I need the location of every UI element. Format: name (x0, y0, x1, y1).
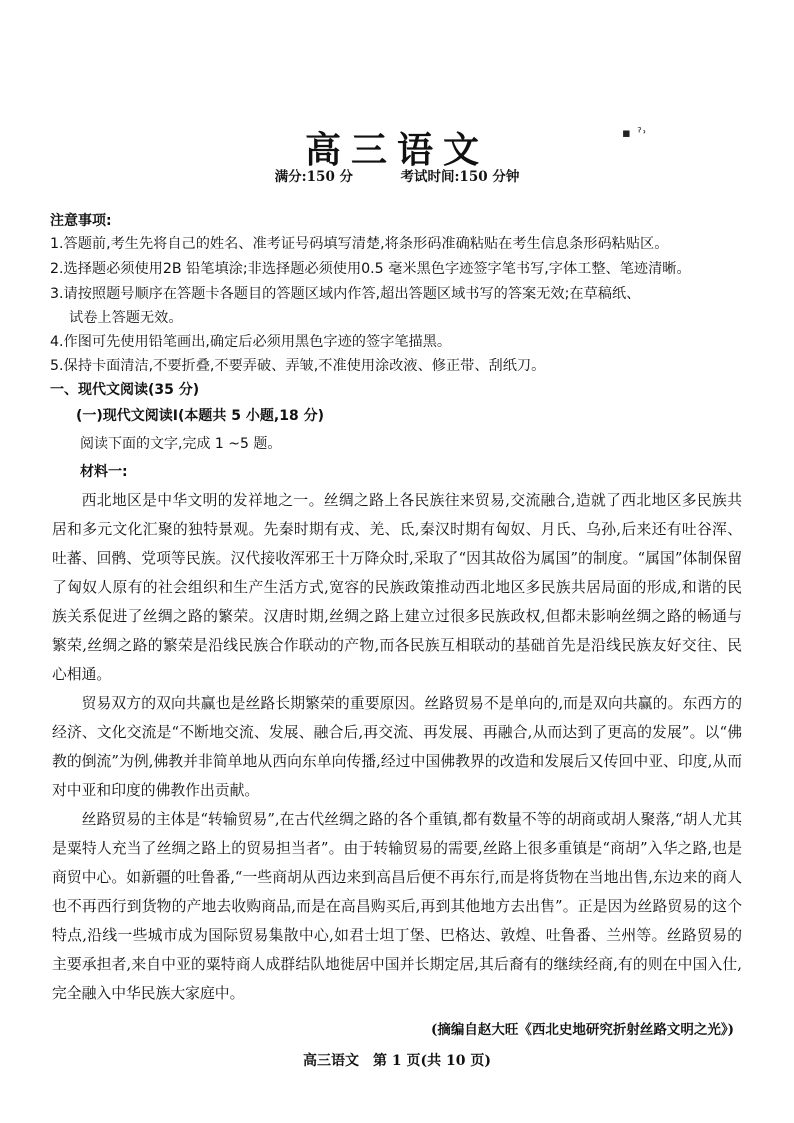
notice-item-continued: 试卷上答题无效。 (69, 310, 183, 326)
paragraph: 西北地区是中华文明的发祥地之一。丝绸之路上各民族往来贸易,交流融合,造就了西北地区多民族共居和多元文化汇聚的独特景观。先秦时期有戎、羌、氐,秦汉时期有匈奴、月氏、乌孙,后来还有吐谷浑、吐蕃、回鹘、党项等民族。汉代接收浑邪王十万降众时,采取了“因其故俗为属国”的制度。“属国”体制保留了匈奴人原有的社会组织和生产生活方式,宽容的民族政策推动西北地区多民族共居局面的形成,和谐的民族关系促进了丝绸之路的繁荣。汉唐时期,丝绸之路上建立过很多民族政权,但都未影响丝绸之路的畅通与繁荣,丝绸之路的繁荣是沿线民族合作联动的产物,而各民族互相联动的基础首先是沿线民族友好交往、民心相通。 (52, 492, 742, 683)
section-title: 一、现代文阅读(35 分) (50, 382, 200, 398)
scan-speck-mark: ▪ ˀ˒ (622, 126, 648, 141)
notice-item: 1.答题前,考生先将自己的姓名、准考证号码填写清楚,将条形码准确粘贴在考生信息条形码粘贴区。 (50, 236, 669, 252)
paragraph: 贸易双方的双向共赢也是丝路长期繁荣的重要原因。丝路贸易不是单向的,而是双向共赢的。东西方的经济、文化交流是“不断地交流、发展、融合后,再交流、再发展、再融合,从而达到了更高的发展”。以“佛教的倒流”为例,佛教并非简单地从西向东单向传播,经过中国佛教界的改造和发展后又传回中亚、印度,从而对中亚和印度的佛教作出贡献。 (52, 695, 742, 799)
page-footer: 高三语文 第 1 页(共 10 页) (303, 1053, 491, 1069)
exam-info (0, 165, 794, 185)
notice-heading: 注意事项: (50, 213, 112, 229)
page-title: 高三语文 (304, 129, 489, 171)
paragraph: 丝路贸易的主体是“转输贸易”,在古代丝绸之路的各个重镇,都有数量不等的胡商或胡人聚落,“胡人尤其是粟特人充当了丝绸之路上的贸易担当者”。由于转输贸易的需要,丝路上很多重镇是“商胡”入华之路,也是商贸中心。如新疆的吐鲁番,“一些商胡从西边来到高昌后便不再东行,而是将货物在当地出售,东边来的商人也不再西行到货物的产地去收购商品,而是在高昌购买后,再到其他地方去出售”。正是因为丝路贸易的这个特点,沿线一些城市成为国际贸易集散中心,如君士坦丁堡、巴格达、敦煌、吐鲁番、兰州等。丝路贸易的主要承担者,来自中亚的粟特商人成群结队地徙居中国并长期定居,其后裔有的继续经商,有的则在中国入仕,完全融入中华民族大家庭中。 (52, 811, 742, 1002)
full-score: 满分:150 分 (274, 169, 354, 185)
exam-time: 考试时间:150 分钟 (400, 169, 520, 185)
material-body (52, 486, 742, 1008)
notice-item: 5.保持卡面清洁,不要折叠,不要弄破、弄皱,不准使用涂改液、修正带、刮纸刀。 (50, 358, 546, 374)
source-citation: (摘编自赵大旺《西北史地研究折射丝路文明之光》) (430, 1022, 734, 1038)
subsection-title: (一)现代文阅读Ⅰ(本题共 5 小题,18 分) (76, 408, 324, 424)
notice-item: 3.请按照题号顺序在答题卡各题目的答题区域内作答,超出答题区域书写的答案无效;在草稿纸、 (50, 286, 641, 302)
notice-item: 2.选择题必须使用2B 铅笔填涂;非选择题必须使用0.5 毫米黑色字迹签字笔书写,字体工整、笔迹清晰。 (50, 261, 691, 277)
notice-item: 4.作图可先使用铅笔画出,确定后必须用黑色字迹的签字笔描黑。 (50, 334, 452, 350)
material-label: 材料一: (80, 464, 128, 480)
reading-instruction: 阅读下面的文字,完成 1 ~5 题。 (80, 436, 282, 452)
